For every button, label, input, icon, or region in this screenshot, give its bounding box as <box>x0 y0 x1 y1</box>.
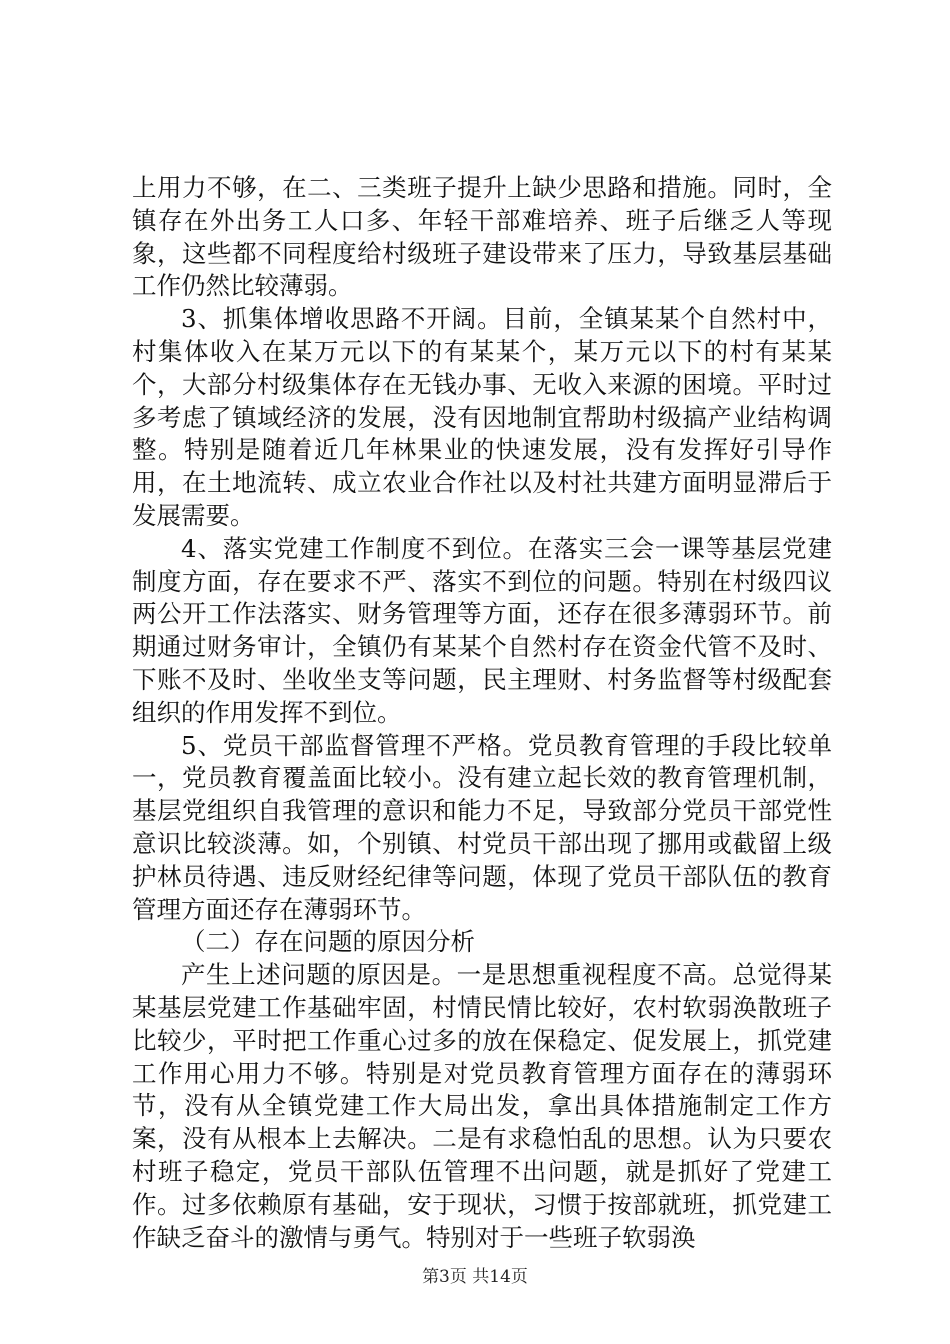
paragraph-continuation: 上用力不够，在二、三类班子提升上缺少思路和措施。同时，全镇存在外出务工人口多、年轻干部难培养、班子后继乏人等现象，这些都不同程度给村级班子建设带来了压力，导致基层基础工作仍然比较薄弱。 <box>132 173 832 301</box>
paragraph-item-4: 4、落实党建工作制度不到位。在落实三会一课等基层党建制度方面，存在要求不严、落实不到位的问题。特别在村级四议两公开工作法落实、财务管理等方面，还存在很多薄弱环节。前期通过财务审计，全镇仍有某某个自然村存在资金代管不及时、下账不及时、坐收坐支等问题，民主理财、村务监督等村级配套组织的作用发挥不到位。 <box>132 533 832 727</box>
paragraph-item-3: 3、抓集体增收思路不开阔。目前，全镇某某个自然村中，村集体收入在某万元以下的有某某个，某万元以下的村有某某个，大部分村级集体存在无钱办事、无收入来源的困境。平时过多考虑了镇域经济的发展，没有因地制宜帮助村级搞产业结构调整。特别是随着近几年林果业的快速发展，没有发挥好引导作用，在土地流转、成立农业合作社以及村社共建方面明显滞后于发展需要。 <box>132 304 832 530</box>
section-heading-cause-analysis: （二）存在问题的原因分析 <box>181 927 475 957</box>
paragraph-item-5: 5、党员干部监督管理不严格。党员教育管理的手段比较单一，党员教育覆盖面比较小。没有建立起长效的教育管理机制，基层党组织自我管理的意识和能力不足，导致部分党员干部党性意识比较淡薄。如，个别镇、村党员干部出现了挪用或截留上级护林员待遇、违反财经纪律等问题，体现了党员干部队伍的教育管理方面还存在薄弱环节。 <box>132 730 832 924</box>
paragraph-cause-analysis: 产生上述问题的原因是。一是思想重视程度不高。总觉得某某基层党建工作基础牢固，村情民情比较好，农村软弱涣散班子比较少，平时把工作重心过多的放在保稳定、促发展上，抓党建工作用心用力不够。特别是对党员教育管理方面存在的薄弱环节，没有从全镇党建工作大局出发，拿出具体措施制定工作方案，没有从根本上去解决。二是有求稳怕乱的思想。认为只要农村班子稳定，党员干部队伍管理不出问题，就是抓好了党建工作。过多依赖原有基础，安于现状，习惯于按部就班，抓党建工作缺乏奋斗的激情与勇气。特别对于一些班子软弱涣 <box>132 960 832 1252</box>
page-number-footer: 第3页 共14页 <box>422 1267 528 1287</box>
document-body <box>132 172 832 1254</box>
